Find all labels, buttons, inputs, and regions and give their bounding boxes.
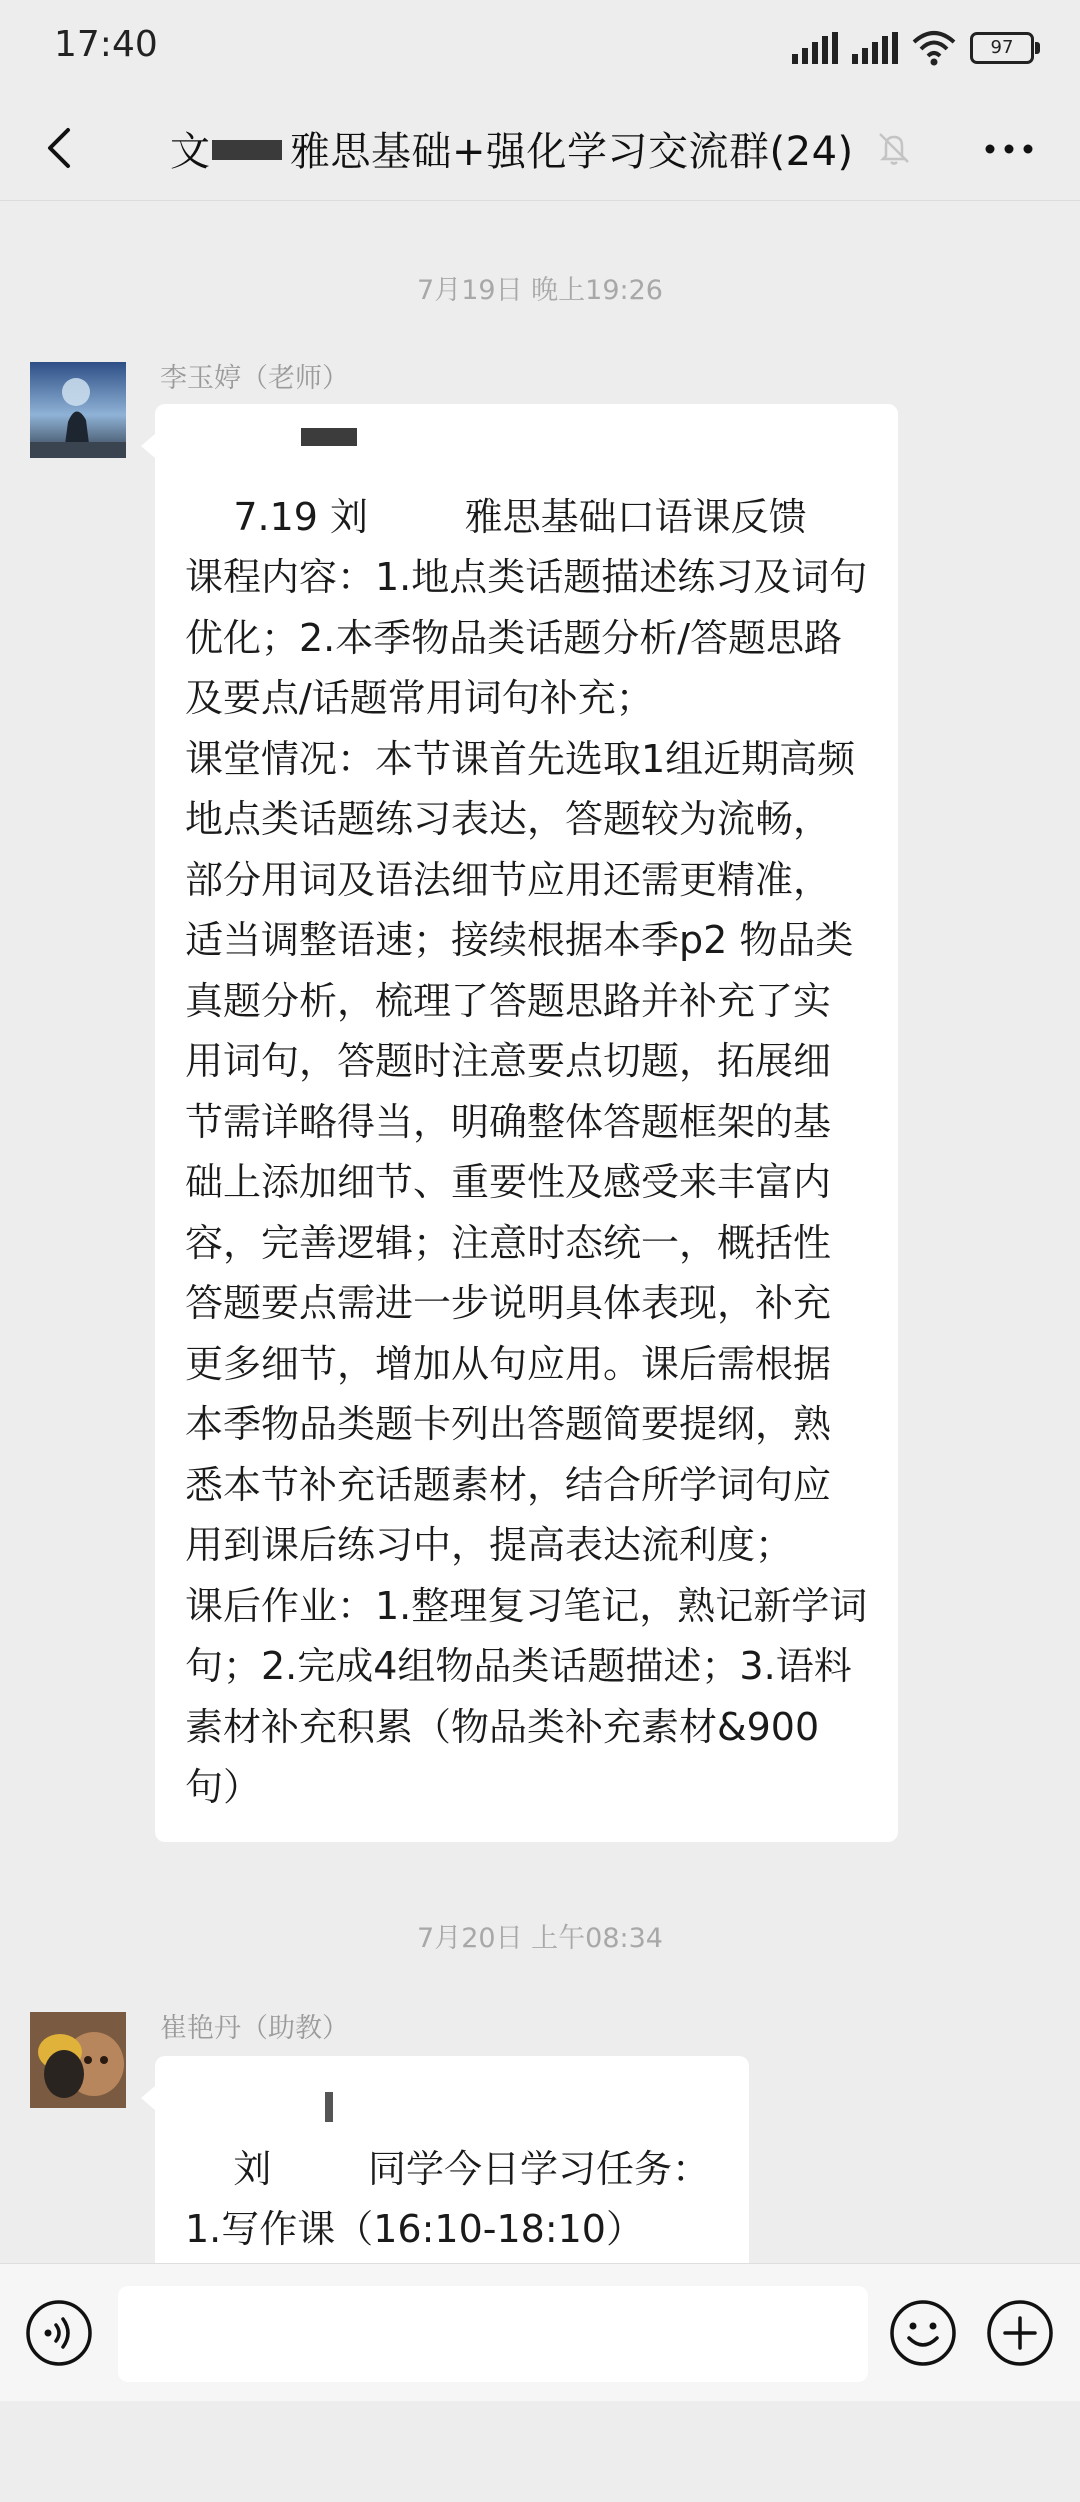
redaction-mark bbox=[325, 2092, 333, 2122]
wifi-icon bbox=[912, 30, 956, 66]
battery-icon: 97 bbox=[970, 32, 1034, 64]
sender-name: 李玉婷（老师） bbox=[160, 363, 349, 394]
message-bubble[interactable] bbox=[155, 404, 898, 1842]
message-input-bar bbox=[0, 2263, 1080, 2401]
bell-off-icon bbox=[874, 128, 914, 168]
more-button[interactable] bbox=[976, 124, 1042, 174]
sender-name: 崔艳丹（助教） bbox=[160, 2013, 349, 2044]
message-input[interactable] bbox=[118, 2286, 868, 2382]
message-bubble[interactable] bbox=[155, 2056, 749, 2296]
signal-icon bbox=[792, 32, 838, 64]
avatar-image bbox=[30, 2012, 126, 2108]
avatar[interactable] bbox=[30, 2012, 126, 2108]
redaction-mark bbox=[231, 2078, 361, 2134]
group-name: 雅思基础+强化学习交流群(24) bbox=[290, 128, 854, 175]
avatar[interactable] bbox=[30, 362, 126, 458]
status-time: 17:40 bbox=[54, 24, 158, 65]
avatar-image bbox=[30, 362, 126, 458]
message-text: 刘 同学今日学习任务： 1.写作课（16:10-18:10） bbox=[185, 2146, 710, 2251]
signal-icon-2 bbox=[852, 32, 898, 64]
chat-message-list[interactable] bbox=[0, 200, 1080, 2263]
emoji-icon[interactable] bbox=[888, 2298, 958, 2368]
message-timestamp: 7月19日 晚上19:26 bbox=[417, 275, 663, 306]
message-text: 7.19 刘 雅思基础口语课反馈 课程内容：1.地点类话题描述练习及词句优化；2.本季物品类话题分析/答题思路及要点/话题常用词句补充； 课堂情况：本节课首先选取1组近期高频地点类话题练习表达，答题较为流畅，部分用词及语法细节应用还需更精准，适当调整语速；接续根据本季p2 物品类真题分析，梳理了答题思路并补充了实用词句，答题时注意要点切题，拓展细节需详略得当，明确整体答题框架的基础上添加细节、重要性及感受来丰富内容，完善逻辑；注意时态统一，概括性答题要点需进一步说明具体表现，补充更多细节，增加从句应用。课后需根据本季物品类题卡列出答题简要提纲，熟悉本节补充话题素材，结合所学词句应用到课后练习中，提高表达流利度； 课后作业：1.整理复习笔记，熟记新学词句；2.完成4组物品类话题描述；3.语料素材补充积累（物品类补充素材&900 句） bbox=[185, 494, 868, 1809]
status-bar bbox=[0, 0, 1080, 96]
voice-icon[interactable] bbox=[24, 2298, 94, 2368]
plus-circle-icon[interactable] bbox=[985, 2298, 1055, 2368]
redaction-mark bbox=[212, 140, 282, 160]
chat-header bbox=[0, 96, 1080, 201]
redaction-mark bbox=[301, 428, 357, 446]
chat-title[interactable] bbox=[170, 96, 914, 200]
status-icons bbox=[792, 30, 1034, 66]
message-timestamp: 7月20日 上午08:34 bbox=[417, 1923, 663, 1954]
title-prefix: 文 bbox=[170, 128, 210, 175]
back-button[interactable] bbox=[30, 116, 94, 180]
